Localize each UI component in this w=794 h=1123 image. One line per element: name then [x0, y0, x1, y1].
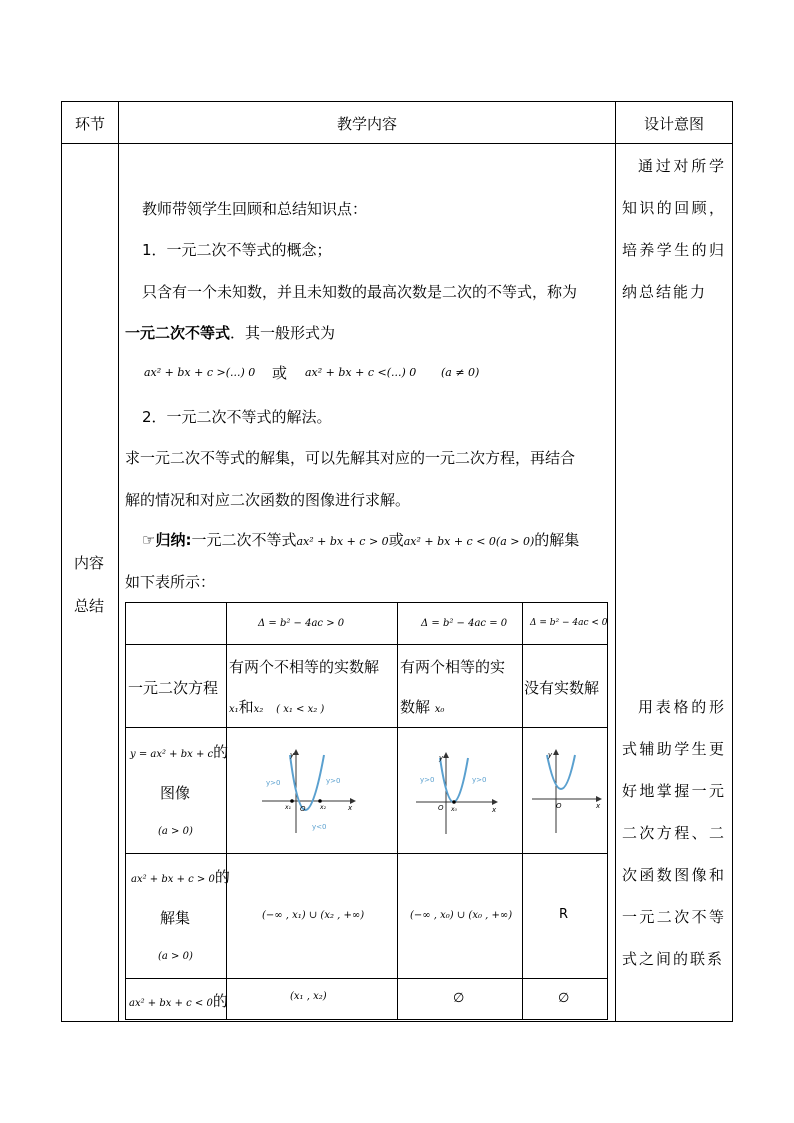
discriminant-negative: Δ = b² − 4ac < 0: [530, 618, 608, 628]
col-divider-1: [118, 101, 119, 1022]
summary-line: [142, 529, 579, 550]
col-divider-2: [615, 101, 616, 1022]
root-x0: x₀: [434, 704, 445, 715]
g2-origin: O: [438, 804, 444, 812]
outer-right-border: [732, 101, 733, 1022]
g3-y-arrow: [553, 749, 559, 755]
inner-row-4: [125, 978, 608, 979]
inner-bottom: [125, 1019, 608, 1020]
header-purpose: 设计意图: [643, 115, 704, 133]
function-de: 的: [213, 743, 229, 761]
outer-bottom-border: [61, 1021, 733, 1022]
outer-left-border: [61, 101, 62, 1022]
definition-term: 一元二次不等式: [125, 324, 231, 342]
g2-y-arrow: [443, 752, 449, 758]
graph-no-root: [528, 745, 606, 837]
lt-de: 的: [212, 992, 228, 1010]
outer-top-border: [61, 101, 733, 102]
definition-form-intro: ．其一般形式为: [230, 324, 336, 342]
graph-two-roots: [258, 745, 358, 837]
g1-ypos-right: y>0: [326, 777, 341, 785]
double-root-text: 有两个相等的实: [400, 658, 506, 676]
method-line-1: 求一元二次不等式的解集，可以先解其对应的一元二次方程，再结合: [125, 449, 576, 467]
graph-double-root: [412, 750, 502, 836]
gt-cond: (a > 0): [158, 951, 193, 962]
g3-y-label: y: [548, 751, 553, 759]
row-equation-label: 一元二次方程: [128, 679, 219, 697]
g2-x0: x₀: [451, 806, 457, 813]
inner-row-1: [125, 644, 608, 645]
summary-line-2: 如下表所示：: [125, 573, 216, 591]
gt-solution-two-roots: (−∞ , x₁) ∪ (x₂ , +∞): [262, 910, 365, 921]
inner-col-4: [607, 602, 608, 1020]
design-note-1: 通过对所学知识的回顾，培养学生的归纳总结能力: [622, 157, 726, 301]
item1-heading: 1．一元二次不等式的概念；: [142, 241, 332, 259]
section-label-2: 总结: [74, 597, 105, 615]
g2-ypos-left: y>0: [420, 776, 435, 784]
inner-row-3: [125, 853, 608, 854]
summary-text-a: 一元二次不等式: [191, 531, 297, 549]
header-content: 教学内容: [336, 115, 397, 133]
g3-x-label: x: [596, 802, 601, 810]
header-bottom-border: [61, 143, 733, 144]
design-note-2: 用表格的形式辅助学生更好地掌握一元二次方程、二次函数图像和一元二次不等式之间的联系: [622, 698, 726, 968]
summary-ineq-1: ax² + bx + c > 0: [296, 535, 389, 548]
solution-set-label: 解集: [160, 909, 191, 927]
double-root-line2: [400, 696, 444, 717]
graph-label: 图像: [160, 784, 191, 802]
gt-solution-no-root: R: [559, 907, 569, 922]
section-label-1: 内容: [74, 554, 105, 572]
and-word: 和: [238, 698, 254, 716]
header-section: 环节: [74, 115, 105, 133]
g1-origin: O: [300, 805, 306, 813]
g1-y-label: y: [290, 751, 295, 759]
inner-top: [125, 602, 608, 603]
g2-ypos-right: y>0: [472, 776, 487, 784]
g1-x1: x₁: [285, 804, 291, 811]
gt-expr: ax² + bx + c > 0: [131, 874, 215, 885]
summary-or: 或: [388, 531, 404, 549]
g2-x-arrow: [492, 799, 498, 805]
summary-text-b: 的解集: [534, 531, 580, 549]
g2-x-label: x: [492, 806, 497, 814]
graph-cond: (a > 0): [158, 826, 193, 837]
lt-solution-double-root: ∅: [453, 991, 465, 1006]
g2-parabola: [440, 758, 468, 802]
g3-origin: O: [556, 802, 562, 810]
inner-col-0: [125, 602, 126, 1020]
summary-ineq-2: ax² + bx + c < 0: [403, 535, 496, 548]
root-x2: x₂: [253, 704, 264, 715]
discriminant-zero: Δ = b² − 4ac = 0: [421, 618, 508, 629]
intro-text: 教师带领学生回顾和总结知识点：: [142, 200, 368, 218]
general-form-lt: ax² + bx + c <(...) 0: [305, 366, 417, 379]
inner-col-3: [522, 602, 523, 1020]
inner-col-2: [397, 602, 398, 1020]
g1-root-1: [290, 799, 294, 803]
two-roots-line2: [229, 696, 324, 717]
gt-solution-double-root: (−∞ , x₀) ∪ (x₀ , +∞): [410, 910, 513, 921]
discriminant-positive: Δ = b² − 4ac > 0: [258, 618, 345, 629]
double-root-word: 数解: [400, 698, 431, 716]
g1-root-2: [318, 799, 322, 803]
item2-heading: 2．一元二次不等式的解法。: [142, 408, 332, 426]
pointing-hand-icon: ☞: [142, 531, 156, 549]
g2-root: [452, 800, 456, 804]
g2-y-label: y: [439, 754, 444, 762]
g1-ypos-left: y>0: [266, 779, 281, 787]
two-roots-text: 有两个不相等的实数解: [229, 658, 380, 676]
g1-x2: x₂: [320, 804, 326, 811]
lt-expr: ax² + bx + c < 0: [129, 998, 213, 1009]
function-expr: y = ax² + bx + c: [130, 749, 214, 760]
definition-line-2: [125, 322, 335, 343]
lt-solution-no-root: ∅: [558, 991, 570, 1006]
no-root-text: 没有实数解: [524, 679, 600, 697]
gt-label: [131, 866, 230, 887]
inner-col-1: [226, 602, 227, 1020]
summary-cond: (a > 0): [495, 535, 535, 548]
root-x1: x₁: [229, 704, 239, 715]
gt-de: 的: [214, 868, 230, 886]
or-word: 或: [272, 364, 288, 382]
root-order: ( x₁ < x₂ ): [276, 704, 325, 715]
g1-x-label: x: [348, 804, 353, 812]
general-form-gt: ax² + bx + c >(...) 0: [144, 366, 256, 379]
definition-line-1: 只含有一个未知数，并且未知数的最高次数是二次的不等式，称为: [142, 283, 578, 301]
lt-solution-two-roots: (x₁ , x₂): [290, 991, 327, 1002]
g1-yneg: y<0: [312, 823, 327, 831]
function-label: [130, 741, 228, 762]
g3-parabola: [547, 755, 575, 789]
method-line-2: 解的情况和对应二次函数的图像进行求解。: [125, 491, 411, 509]
general-form-cond: (a ≠ 0): [441, 366, 480, 379]
inner-row-2: [125, 727, 608, 728]
summary-label: 归纳:: [155, 531, 192, 549]
lt-label: [129, 990, 228, 1011]
